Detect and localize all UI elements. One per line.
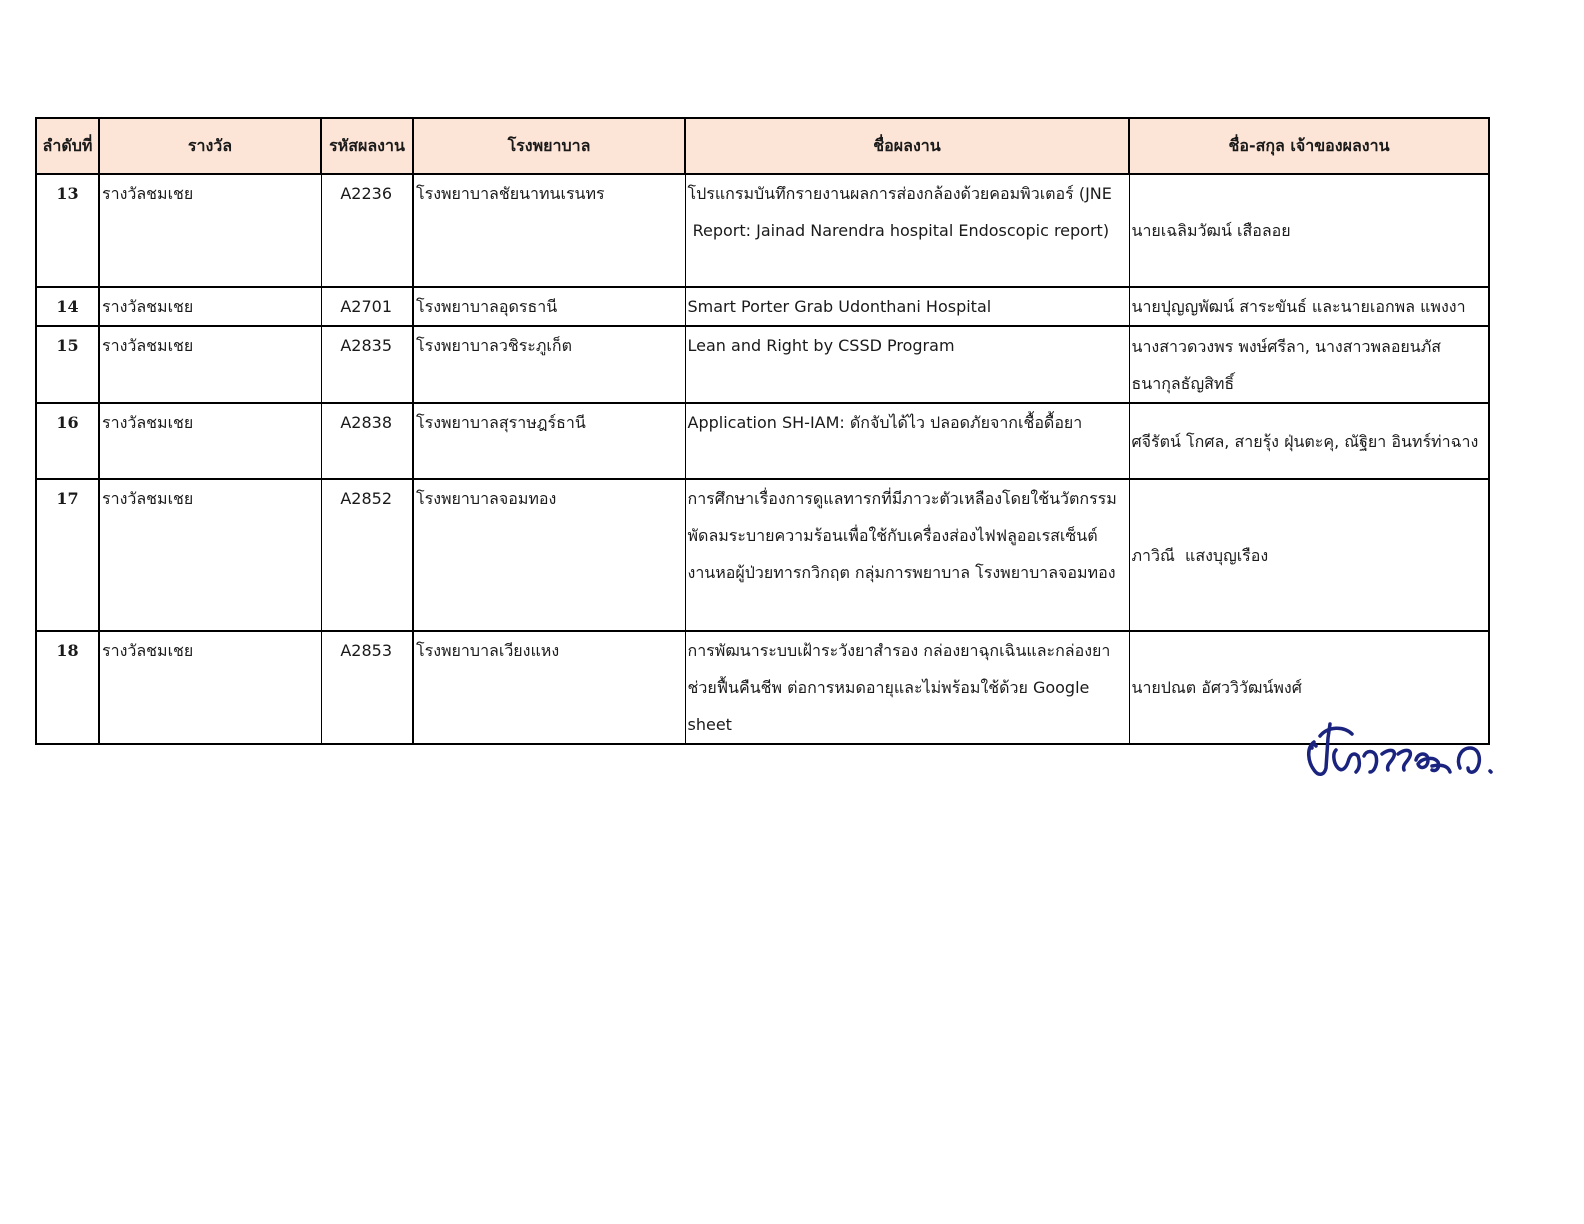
cell-award: รางวัลชมเชย [99, 403, 321, 479]
table-header [36, 118, 1489, 174]
awards-table [35, 117, 1490, 745]
table-row [36, 287, 1489, 326]
cell-code: A2236 [321, 174, 413, 287]
cell-code: A2853 [321, 631, 413, 744]
cell-no: 14 [36, 287, 99, 326]
cell-award: รางวัลชมเชย [99, 326, 321, 403]
cell-hospital: โรงพยาบาลชัยนาทนเรนทร [413, 174, 685, 287]
header-no: ลำดับที่ [36, 118, 99, 174]
cell-hospital: โรงพยาบาลจอมทอง [413, 479, 685, 631]
cell-owner-line: ภาวิณี แสงบุญเรือง [1131, 545, 1269, 565]
cell-code: A2835 [321, 326, 413, 403]
cell-work-line: การพัฒนาระบบเฝ้าระวังยาสำรอง กล่องยาฉุกเฉินและกล่องยา [687, 641, 1111, 660]
cell-code: A2838 [321, 403, 413, 479]
cell-work-line: การศึกษาเรื่องการดูแลทารกที่มีภาวะตัวเหลืองโดยใช้นวัตกรรม [687, 489, 1117, 508]
cell-no: 13 [36, 174, 99, 287]
cell-hospital: โรงพยาบาลอุดรธานี [413, 287, 685, 326]
cell-work [685, 479, 1129, 631]
cell-work-line: Report: Jainad Narendra hospital Endoscopic report) [687, 221, 1110, 240]
cell-work-line: Application SH-IAM: ดักจับได้ไว ปลอดภัยจากเชื้อดื้อยา [687, 413, 1083, 432]
header-work: ชื่อผลงาน [685, 118, 1129, 174]
cell-hospital: โรงพยาบาลเวียงแหง [413, 631, 685, 744]
cell-owner [1129, 174, 1489, 287]
cell-work [685, 326, 1129, 403]
cell-owner [1129, 326, 1489, 403]
cell-no: 17 [36, 479, 99, 631]
cell-work [685, 403, 1129, 479]
cell-work-line: Lean and Right by CSSD Program [687, 336, 955, 355]
cell-work-line: โปรแกรมบันทึกรายงานผลการส่องกล้องด้วยคอมพิวเตอร์ (JNE [687, 184, 1112, 203]
cell-no: 16 [36, 403, 99, 479]
cell-code: A2852 [321, 479, 413, 631]
cell-award: รางวัลชมเชย [99, 287, 321, 326]
cell-code: A2701 [321, 287, 413, 326]
handwritten-signature [1300, 718, 1500, 798]
cell-work-line: งานหอผู้ป่วยทารกวิกฤต กลุ่มการพยาบาล โรงพยาบาลจอมทอง [687, 563, 1116, 582]
cell-owner-line: นายปุญญพัฒน์ สาระขันธ์ และนายเอกพล แพงงา [1131, 297, 1466, 316]
cell-owner-line: ธนากุลธัญสิทธิ์ [1131, 373, 1235, 393]
table-row [36, 174, 1489, 287]
cell-work [685, 287, 1129, 326]
cell-owner-line: ศจีรัตน์ โกศล, สายรุ้ง ฝุ่นตะคุ, ณัฐิยา อินทร์ท่าฉาง [1131, 431, 1479, 451]
cell-award: รางวัลชมเชย [99, 631, 321, 744]
cell-owner-line: นางสาวดวงพร พงษ์ศรีลา, นางสาวพลอยนภัส [1131, 336, 1442, 356]
cell-award: รางวัลชมเชย [99, 174, 321, 287]
header-award: รางวัล [99, 118, 321, 174]
signature-text: ปิยวรรณ ล. [1300, 718, 1306, 719]
header-row [36, 118, 1489, 174]
cell-no: 15 [36, 326, 99, 403]
table-row [36, 403, 1489, 479]
cell-owner-line: นายเฉลิมวัฒน์ เสือลอย [1131, 221, 1291, 240]
cell-owner-line: นายปณต อัศววิวัฒน์พงศ์ [1131, 678, 1302, 697]
cell-owner [1129, 479, 1489, 631]
cell-owner [1129, 287, 1489, 326]
header-code: รหัสผลงาน [321, 118, 413, 174]
header-hospital: โรงพยาบาล [413, 118, 685, 174]
cell-work-line: sheet [687, 715, 732, 734]
cell-work-line: ช่วยฟื้นคืนชีพ ต่อการหมดอายุและไม่พร้อมใช้ด้วย Google [687, 678, 1090, 697]
table-row [36, 326, 1489, 403]
cell-owner [1129, 403, 1489, 479]
table-row [36, 631, 1489, 744]
cell-work-line: พัดลมระบายความร้อนเพื่อใช้กับเครื่องส่องไฟฟลูออเรสเซ็นต์ [687, 526, 1098, 545]
cell-work-line: Smart Porter Grab Udonthani Hospital [687, 297, 992, 316]
cell-work [685, 174, 1129, 287]
cell-hospital: โรงพยาบาลสุราษฎร์ธานี [413, 403, 685, 479]
cell-work [685, 631, 1129, 744]
cell-award: รางวัลชมเชย [99, 479, 321, 631]
cell-hospital: โรงพยาบาลวชิระภูเก็ต [413, 326, 685, 403]
cell-no: 18 [36, 631, 99, 744]
header-owner: ชื่อ-สกุล เจ้าของผลงาน [1129, 118, 1489, 174]
table-row [36, 479, 1489, 631]
table-body [36, 174, 1489, 744]
